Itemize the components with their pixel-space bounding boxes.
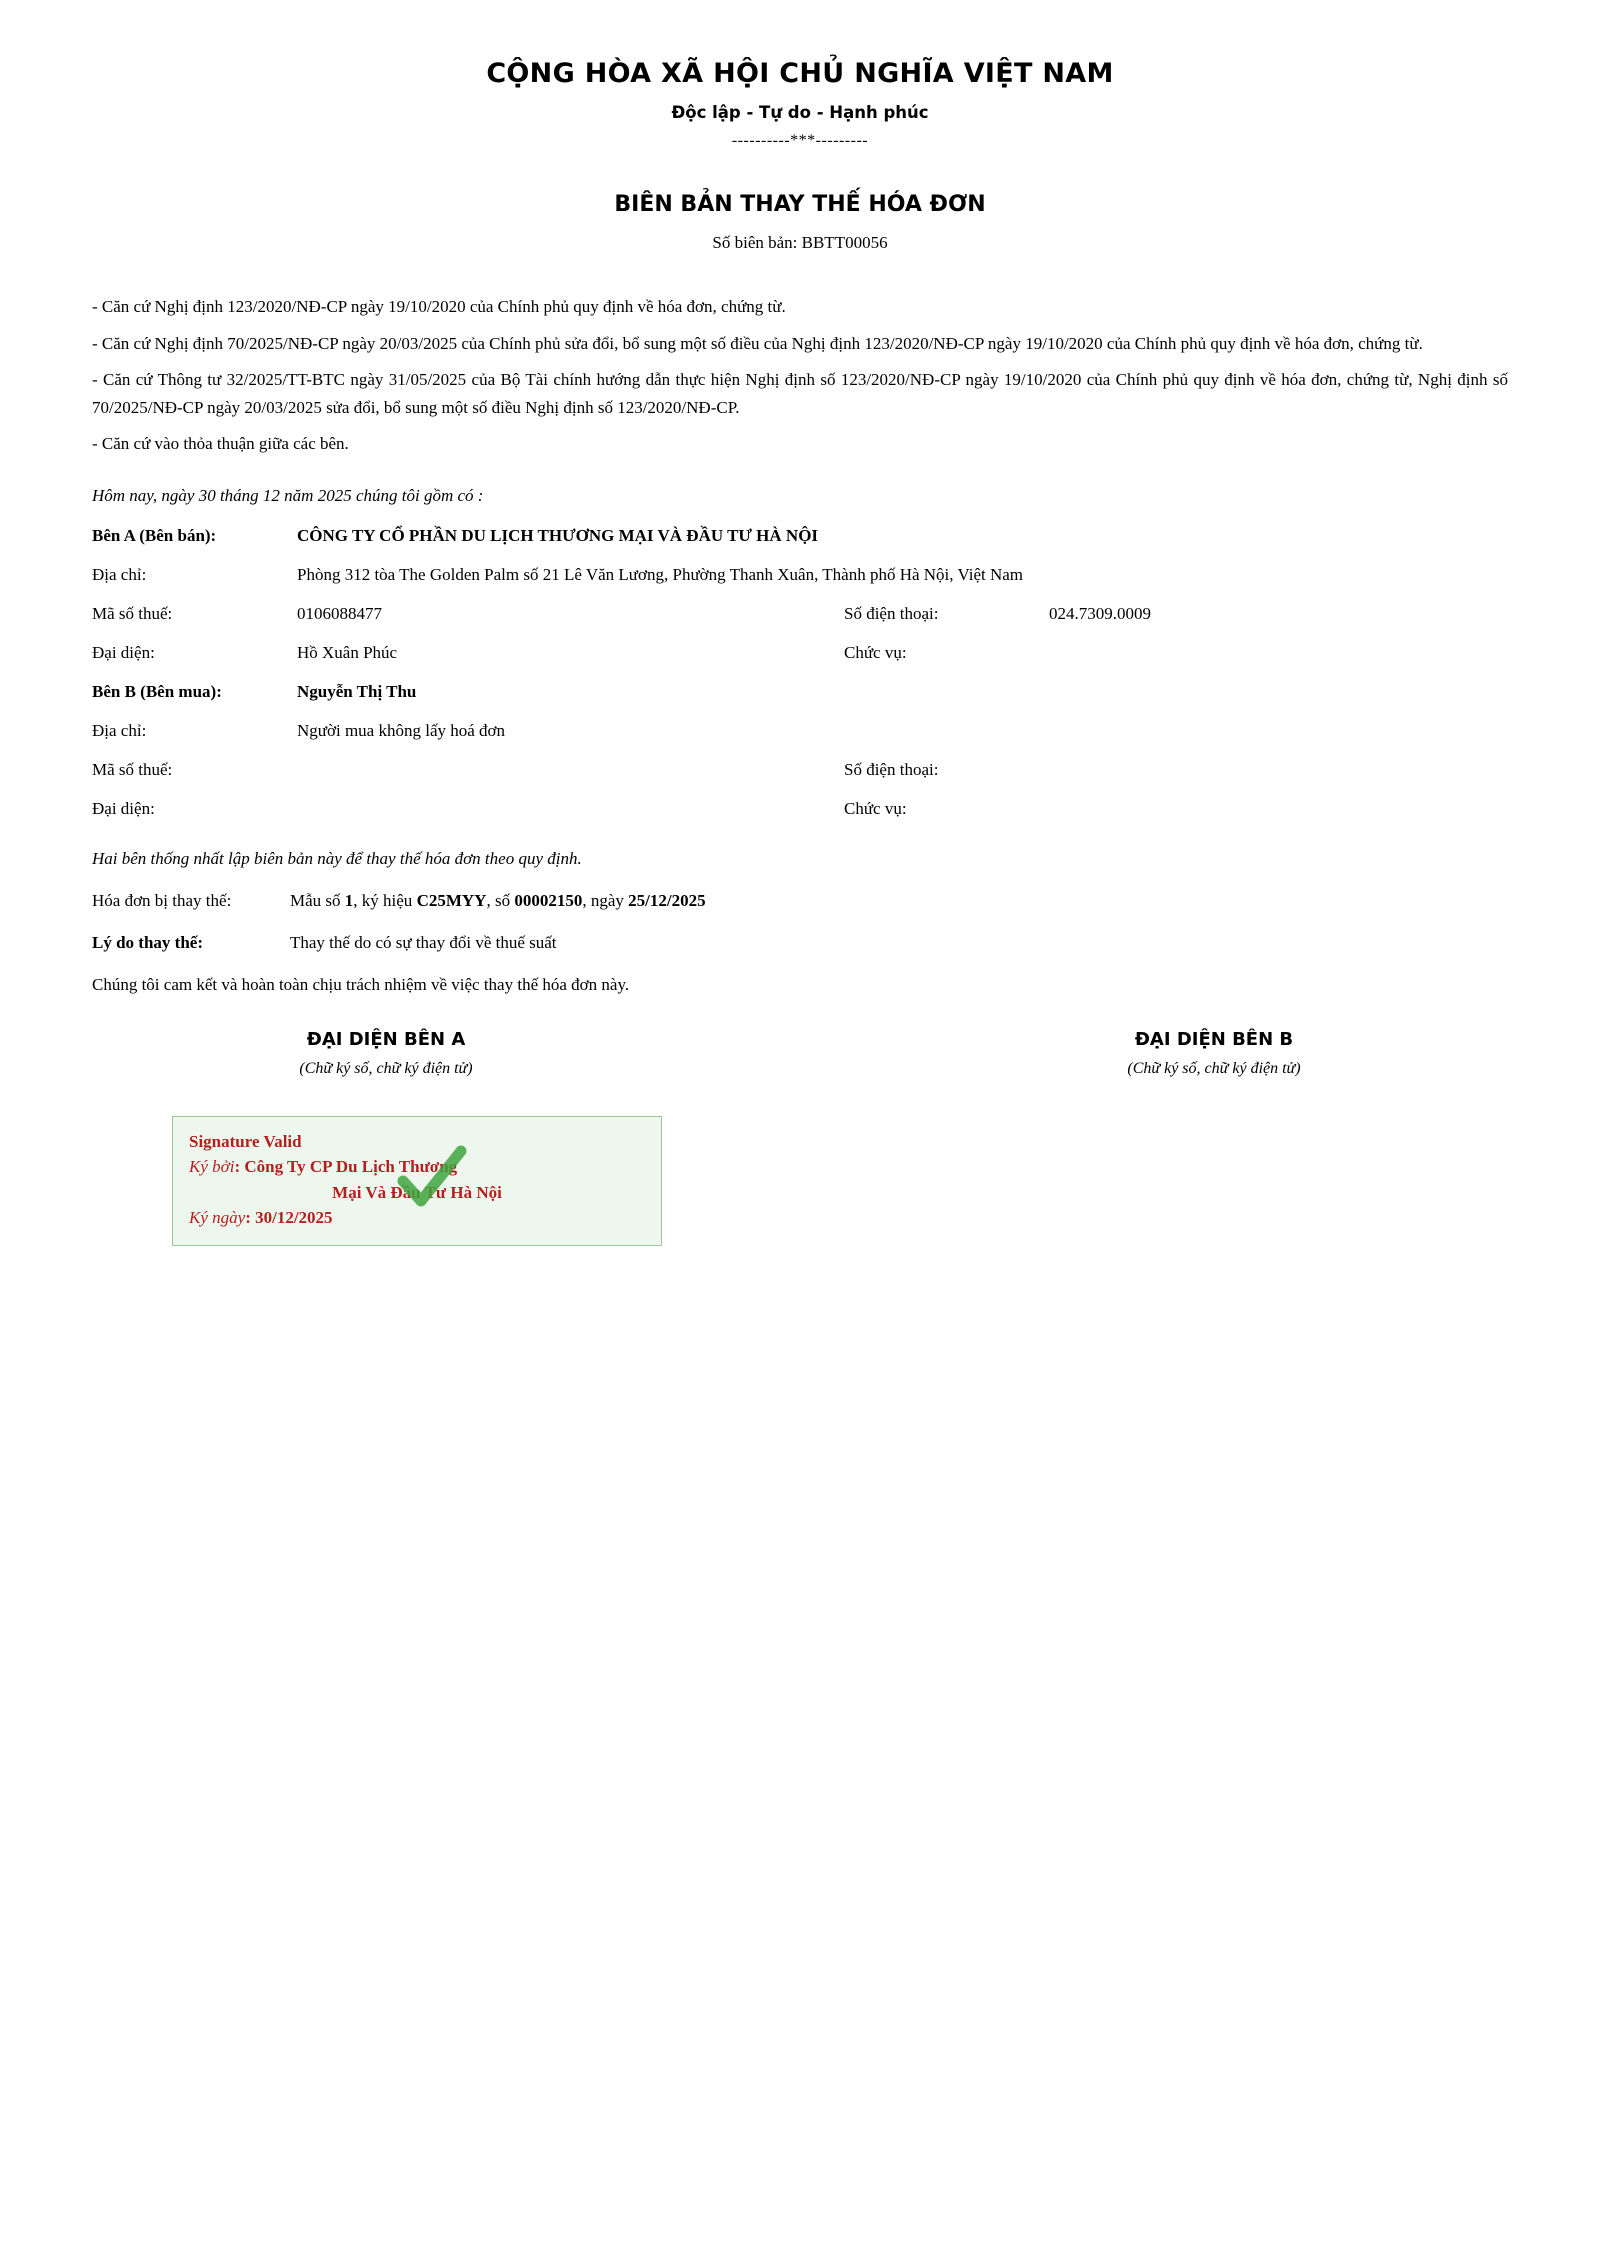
party-a-address-value: Phòng 312 tòa The Golden Palm số 21 Lê Văn Lương, Phường Thanh Xuân, Thành phố Hà Nội, Việt Nam [297, 564, 1024, 584]
party-b-address-value: Người mua không lấy hoá đơn [297, 720, 506, 740]
party-b-address-label: Địa chỉ: [92, 720, 147, 740]
national-motto: Độc lập - Tự do - Hạnh phúc [671, 103, 929, 122]
party-b-phone-label: Số điện thoại: [844, 759, 939, 779]
agreement-line: Hai bên thống nhất lập biên bản này để thay thế hóa đơn theo quy định. [92, 848, 582, 868]
legal-bases [92, 293, 1508, 458]
party-a-position-label: Chức vụ: [844, 642, 907, 662]
legal-basis-item: - Căn cứ Nghị định 123/2020/NĐ-CP ngày 19/10/2020 của Chính phủ quy định về hóa đơn, chứng từ. [92, 297, 786, 316]
page-title: BIÊN BẢN THAY THẾ HÓA ĐƠN [614, 192, 986, 217]
signature-date-value: : 30/12/2025 [245, 1208, 333, 1228]
signature-subtitle-party-b: (Chữ ký số, chữ ký điện tử) [1127, 1059, 1301, 1077]
decorative-separator: ----------***--------- [731, 132, 869, 149]
party-a-tax-value: 0106088477 [297, 603, 382, 623]
record-number: Số biên bản: BBTT00056 [712, 233, 888, 252]
reason-row [92, 933, 1508, 953]
party-b-rep-label: Đại diện: [92, 798, 155, 818]
signature-section [92, 1029, 1508, 1246]
today-line: Hôm nay, ngày 30 tháng 12 năm 2025 chúng tôi gồm có : [92, 485, 484, 505]
party-b-name: Nguyễn Thị Thu [297, 681, 417, 701]
national-title: CỘNG HÒA XÃ HỘI CHỦ NGHĨA VIỆT NAM [486, 58, 1114, 89]
replaced-invoice-date-value: 25/12/2025 [628, 890, 706, 910]
legal-basis-item: - Căn cứ Thông tư 32/2025/TT-BTC ngày 31/05/2025 của Bộ Tài chính hướng dẫn thực hiện Nghị định số 123/2020/NĐ-CP ngày 19/10/2020 của Chính phủ quy định về hóa đơn, chứng từ, Nghị định số 70/2025/NĐ-CP ngày 20/03/2025 sửa đổi, bổ sung một số điều Nghị định số 123/2020/NĐ-CP. [92, 370, 1508, 417]
signature-signer-label: Ký bởi [189, 1157, 235, 1177]
replaced-invoice-serial-value: C25MYY [416, 890, 487, 910]
party-a-rep-position-row [92, 643, 1508, 663]
signature-date-label: Ký ngày [189, 1208, 246, 1228]
party-a-header [92, 526, 1508, 546]
replaced-invoice-row [92, 891, 1508, 911]
party-b-tax-phone-row [92, 760, 1508, 780]
legal-basis-item: - Căn cứ Nghị định 70/2025/NĐ-CP ngày 20/03/2025 của Chính phủ sửa đổi, bổ sung một số điều của Nghị định 123/2020/NĐ-CP ngày 19/10/2020 của Chính phủ quy định về hóa đơn, chứng từ. [92, 333, 1423, 353]
replaced-invoice-form-value: 1 [344, 890, 354, 910]
commitment-line: Chúng tôi cam kết và hoàn toàn chịu trách nhiệm về việc thay thế hóa đơn này. [92, 974, 630, 994]
replaced-invoice-number-value: 00002150 [514, 890, 583, 910]
party-b-rep-position-row [92, 799, 1508, 819]
party-a-rep-value: Hồ Xuân Phúc [297, 642, 398, 662]
signature-block-party-a [92, 1029, 830, 1246]
replaced-invoice-number-label: , số [486, 890, 511, 910]
replaced-invoice-label: Hóa đơn bị thay thế: [92, 890, 232, 910]
party-b-header [92, 682, 1508, 702]
party-b-position-label: Chức vụ: [844, 798, 907, 818]
reason-value: Thay thế do có sự thay đổi về thuế suất [290, 932, 557, 952]
digital-signature-stamp [172, 1116, 662, 1246]
party-b-tax-label: Mã số thuế: [92, 759, 173, 779]
party-a-tax-label: Mã số thuế: [92, 603, 173, 623]
party-a-rep-label: Đại diện: [92, 642, 155, 662]
party-b-address-row [92, 721, 1508, 741]
replaced-invoice-date-label: , ngày [582, 890, 624, 910]
reason-label: Lý do thay thế: [92, 932, 203, 952]
replaced-invoice-serial-label: , ký hiệu [353, 890, 413, 910]
signature-subtitle-party-a: (Chữ ký số, chữ ký điện tử) [299, 1059, 473, 1077]
signature-title-party-a: ĐẠI DIỆN BÊN A [306, 1028, 466, 1050]
signature-title-party-b: ĐẠI DIỆN BÊN B [1134, 1028, 1294, 1050]
party-a-address-label: Địa chỉ: [92, 564, 147, 584]
signature-block-party-b [830, 1029, 1508, 1246]
party-a-phone-label: Số điện thoại: [844, 603, 939, 623]
signature-date-row [189, 1205, 645, 1231]
signature-valid-text: Signature Valid [189, 1131, 302, 1151]
party-b-label: Bên B (Bên mua): [92, 681, 222, 701]
party-a-label: Bên A (Bên bán): [92, 525, 217, 545]
party-a-address-row [92, 565, 1508, 585]
signature-signer-row [189, 1154, 645, 1180]
party-a-name: CÔNG TY CỔ PHẦN DU LỊCH THƯƠNG MẠI VÀ ĐẦU TƯ HÀ NỘI [297, 525, 819, 545]
party-a-tax-phone-row [92, 604, 1508, 624]
replaced-invoice-form-label: Mẫu số [290, 890, 341, 910]
party-a-phone-value: 024.7309.0009 [1049, 603, 1151, 623]
signature-signer-name-line2: Mại Và Đầu Tư Hà Nội [332, 1182, 502, 1202]
legal-basis-item: - Căn cứ vào thỏa thuận giữa các bên. [92, 434, 349, 454]
signature-signer-name-line1: : Công Ty CP Du Lịch Thương [234, 1157, 458, 1177]
